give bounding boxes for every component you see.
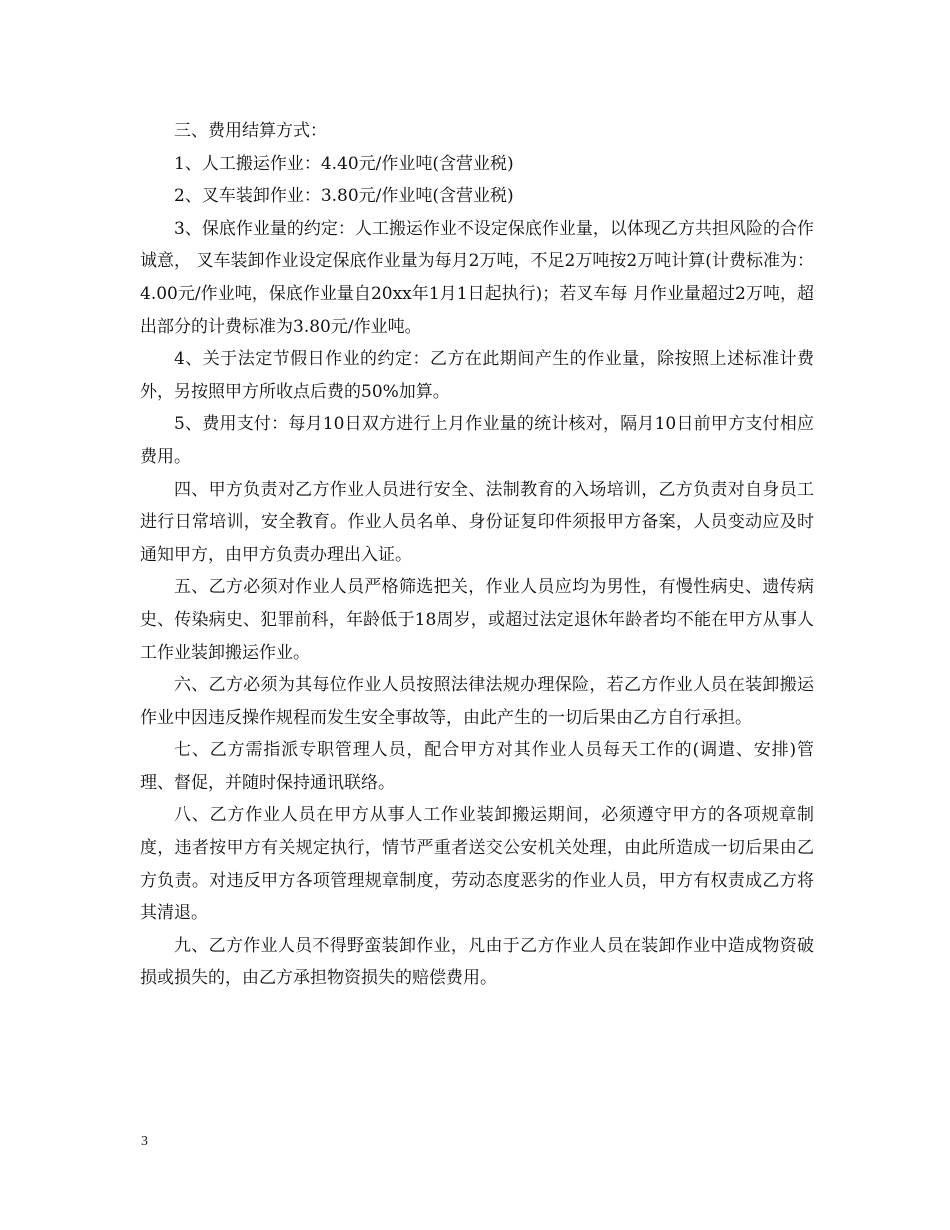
paragraph-minimum-volume: 3、保底作业量的约定：人工搬运作业不设定保底作业量，以体现乙方共担风险的合作诚意， 叉车装卸作业设定保底作业量为每月2万吨，不足2万吨按2万吨计算(计费标准为：4.00元/作业吨，保底作业量自20xx年1月1日起执行)；若叉车每 月作业量超过2万吨，超出部分的计费标准为3.80元/作业吨。 bbox=[140, 218, 814, 337]
paragraph-section-7-management: 七、乙方需指派专职管理人员，配合甲方对其作业人员每天工作的(调遣、安排)管理、督促，并随时保持通讯联络。 bbox=[140, 740, 814, 793]
paragraph-section-6-insurance: 六、乙方必须为其每位作业人员按照法律法规办理保险，若乙方作业人员在装卸搬运作业中因违反操作规程而发生安全事故等，由此产生的一切后果由乙方自行承担。 bbox=[140, 675, 814, 728]
page-number: 3 bbox=[141, 1134, 148, 1149]
paragraph-holiday-work: 4、关于法定节假日作业的约定：乙方在此期间产生的作业量，除按照上述标准计费外，另按照甲方所收点后费的50%加算。 bbox=[140, 349, 814, 402]
paragraph-section-5-screening: 五、乙方必须对作业人员严格筛选把关，作业人员应均为男性，有慢性病史、遗传病史、传染病史、犯罪前科，年龄低于18周岁，或超过法定退休年龄者均不能在甲方从事人工作业装卸搬运作业。 bbox=[140, 577, 814, 663]
paragraph-section-3-heading: 三、费用结算方式： bbox=[174, 121, 327, 141]
document-body bbox=[140, 115, 814, 995]
paragraph-section-4-training: 四、甲方负责对乙方作业人员进行安全、法制教育的入场培训，乙方负责对自身员工进行日常培训，安全教育。作业人员名单、身份证复印件须报甲方备案，人员变动应及时通知甲方，由甲方负责办理出入证。 bbox=[140, 479, 814, 565]
paragraph-section-8-rules: 八、乙方作业人员在甲方从事人工作业装卸搬运期间，必须遵守甲方的各项规章制度，违者按甲方有关规定执行，情节严重者送交公安机关处理，由此所造成一切后果由乙方负责。对违反甲方各项管理规章制度，劳动态度恶劣的作业人员，甲方有权责成乙方将其清退。 bbox=[140, 805, 814, 924]
paragraph-manual-handling-fee: 1、人工搬运作业：4.40元/作业吨(含营业税) bbox=[174, 153, 514, 174]
paragraph-section-9-damage: 九、乙方作业人员不得野蛮装卸作业，凡由于乙方作业人员在装卸作业中造成物资破损或损失的，由乙方承担物资损失的赔偿费用。 bbox=[140, 935, 814, 989]
paragraph-forklift-fee: 2、叉车装卸作业：3.80元/作业吨(含营业税) bbox=[174, 186, 514, 207]
paragraph-payment: 5、费用支付：每月10日双方进行上月作业量的统计核对，隔月10日前甲方支付相应费用。 bbox=[140, 414, 814, 467]
